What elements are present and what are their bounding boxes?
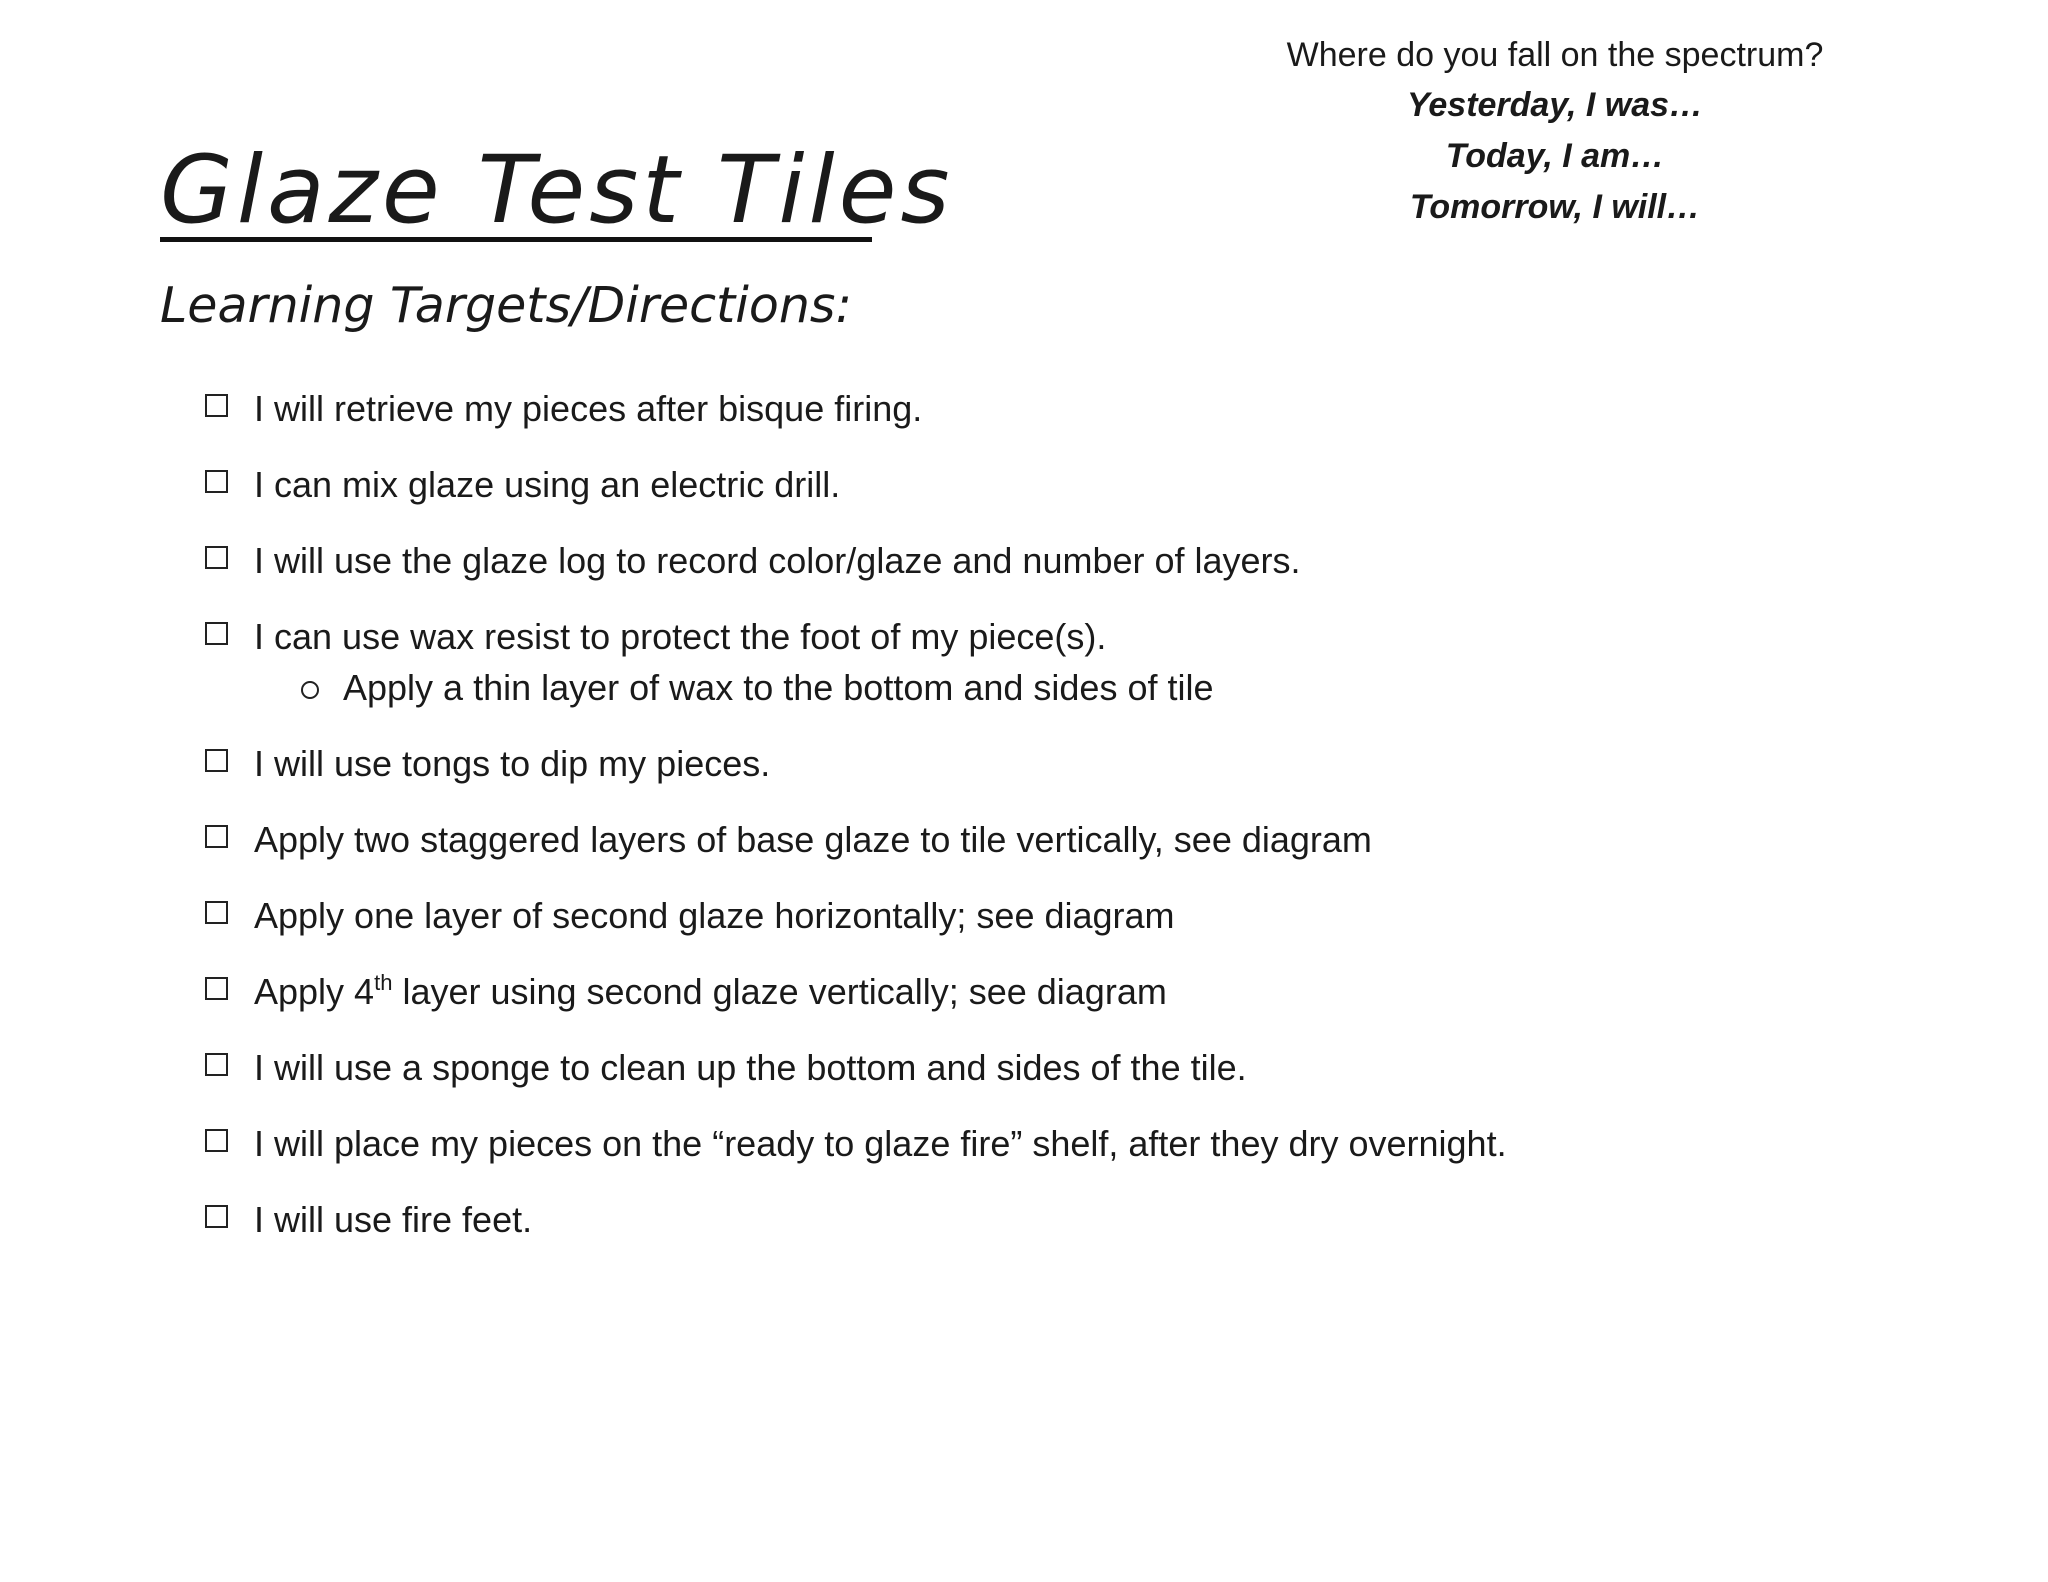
- page-title: Glaze Test Tiles: [160, 136, 954, 245]
- checkbox[interactable]: [205, 1205, 228, 1228]
- checklist-item-text: Apply two staggered layers of base glaze to tile vertically, see diagram: [254, 819, 1372, 860]
- checklist-item: [205, 612, 1965, 739]
- checklist-item: [205, 739, 1965, 815]
- section-heading: Learning Targets/Directions:: [160, 277, 852, 334]
- checklist-item: [205, 891, 1965, 967]
- spectrum-yesterday: Yesterday, I was…: [1406, 86, 1704, 124]
- checklist-item-text: Apply one layer of second glaze horizontally; see diagram: [254, 895, 1175, 936]
- checkbox[interactable]: [205, 749, 228, 772]
- spectrum-question: Where do you fall on the spectrum?: [1286, 36, 1824, 74]
- checklist-item: [205, 1043, 1965, 1119]
- checklist-subitem: [301, 663, 1214, 713]
- checklist-item-text: I will use the glaze log to record color/glaze and number of layers.: [254, 540, 1301, 581]
- checklist-item: [205, 536, 1965, 612]
- checkbox[interactable]: [205, 546, 228, 569]
- checklist-item-text: I can use wax resist to protect the foot of my piece(s).: [254, 616, 1107, 657]
- checklist-item: [205, 460, 1965, 536]
- checklist-item: [205, 1195, 1965, 1271]
- checklist-item-text: I will retrieve my pieces after bisque firing.: [254, 388, 923, 429]
- circle-bullet-icon: [301, 681, 319, 699]
- checklist: [205, 384, 1965, 1271]
- checkbox[interactable]: [205, 394, 228, 417]
- checklist-item-text: I will use a sponge to clean up the bottom and sides of the tile.: [254, 1047, 1247, 1088]
- spectrum-tomorrow: Tomorrow, I will…: [1409, 188, 1701, 226]
- checkbox[interactable]: [205, 622, 228, 645]
- checklist-item-text: Apply 4th layer using second glaze vertically; see diagram: [254, 970, 1167, 1012]
- checklist-item-text: I can mix glaze using an electric drill.: [254, 464, 841, 505]
- checkbox[interactable]: [205, 1129, 228, 1152]
- checkbox[interactable]: [205, 901, 228, 924]
- checklist-item: [205, 1119, 1965, 1195]
- checklist-item-text: I will use tongs to dip my pieces.: [254, 743, 771, 784]
- checkbox[interactable]: [205, 470, 228, 493]
- checklist-item-text: I will place my pieces on the “ready to glaze fire” shelf, after they dry overnight.: [254, 1123, 1507, 1164]
- checklist-item-text: I will use fire feet.: [254, 1199, 533, 1240]
- checklist-item: [205, 384, 1965, 460]
- spectrum-prompt: [1230, 30, 1880, 233]
- checklist-item: [205, 967, 1965, 1043]
- checklist-item: [205, 815, 1965, 891]
- checkbox[interactable]: [205, 825, 228, 848]
- checkbox[interactable]: [205, 1053, 228, 1076]
- checkbox[interactable]: [205, 977, 228, 1000]
- spectrum-today: Today, I am…: [1445, 137, 1665, 175]
- checklist-subitem-text: Apply a thin layer of wax to the bottom and sides of tile: [343, 667, 1214, 708]
